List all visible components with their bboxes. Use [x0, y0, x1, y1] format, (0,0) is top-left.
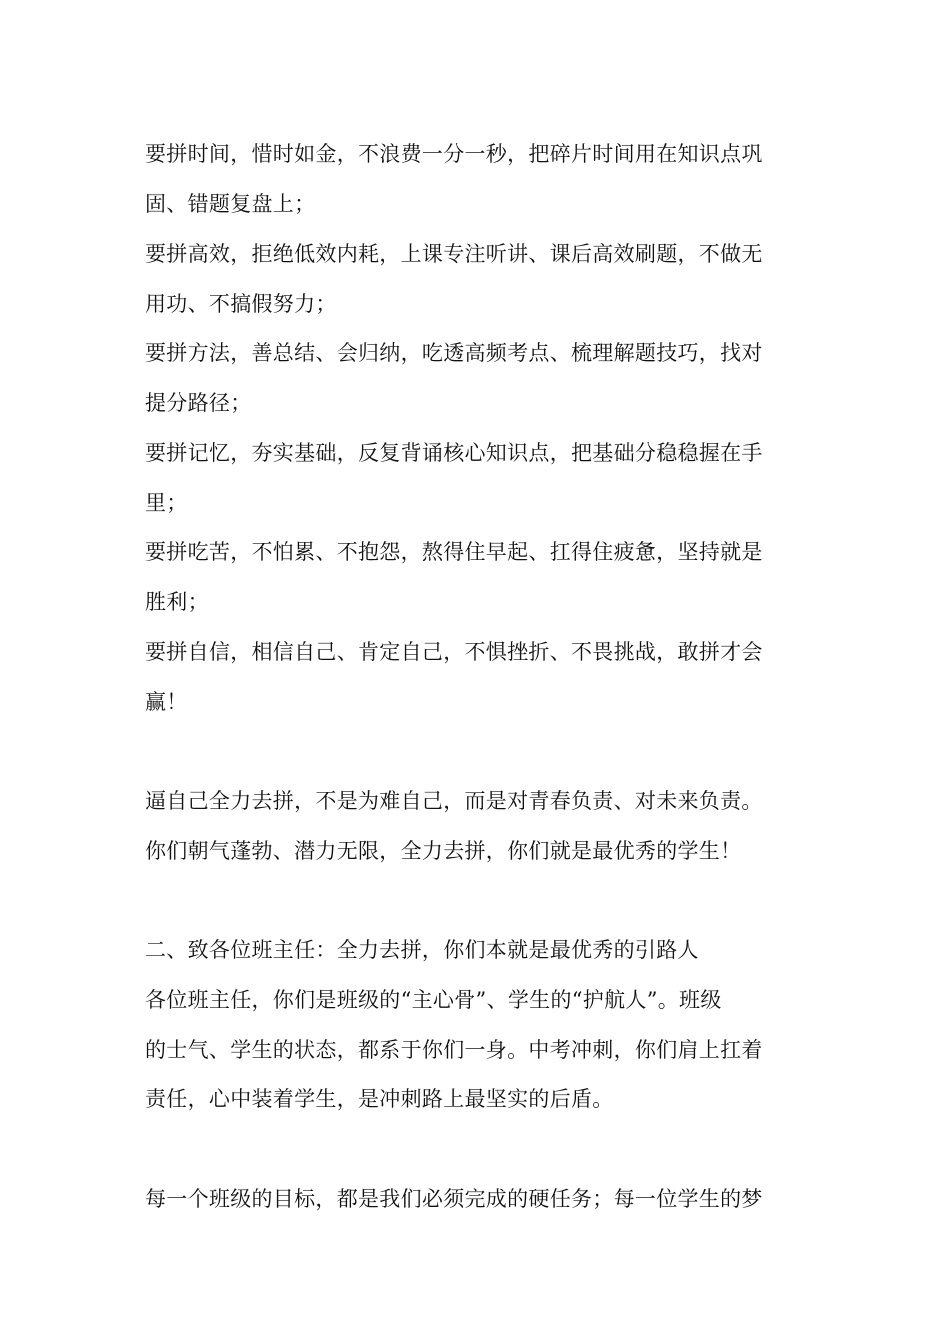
text-line: 固、错题复盘上； — [145, 192, 316, 216]
section-heading: 二、致各位班主任：全力去拼，你们本就是最优秀的引路人 — [145, 938, 699, 962]
text-line: 你们朝气蓬勃、潜力无限，全力去拼，你们就是最优秀的学生！ — [145, 839, 742, 863]
text-line: 要拼高效，拒绝低效内耗，上课专注听讲、课后高效刷题，不做无 — [145, 242, 763, 266]
text-line: 要拼吃苦，不怕累、不抱怨，熬得住早起、扛得住疲惫，坚持就是 — [145, 540, 763, 564]
text-line: 用功、不搞假努力； — [145, 292, 337, 316]
text-line: 要拼记忆，夯实基础，反复背诵核心知识点，把基础分稳稳握在手 — [145, 441, 763, 465]
text-line: 要拼时间，惜时如金，不浪费一分一秒，把碎片时间用在知识点巩 — [145, 142, 763, 166]
text-line: 里； — [145, 491, 188, 515]
text-line: 要拼自信，相信自己、肯定自己，不惧挫折、不畏挑战，敢拼才会 — [145, 640, 763, 664]
text-line: 要拼方法，善总结、会归纳，吃透高频考点、梳理解题技巧，找对 — [145, 341, 763, 365]
text-line: 提分路径； — [145, 391, 252, 415]
text-line: 胜利； — [145, 590, 209, 614]
text-line: 各位班主任，你们是班级的“主心骨”、学生的“护航人”。班级 — [145, 988, 722, 1012]
text-line: 的士气、学生的状态，都系于你们一身。中考冲刺，你们肩上扛着 — [145, 1038, 763, 1062]
text-line: 逼自己全力去拼，不是为难自己，而是对青春负责、对未来负责。 — [145, 789, 763, 813]
text-line: 赢！ — [145, 690, 188, 714]
text-line: 每一个班级的目标，都是我们必须完成的硬任务；每一位学生的梦 — [145, 1187, 763, 1211]
text-line: 责任，心中装着学生，是冲刺路上最坚实的后盾。 — [145, 1087, 614, 1111]
